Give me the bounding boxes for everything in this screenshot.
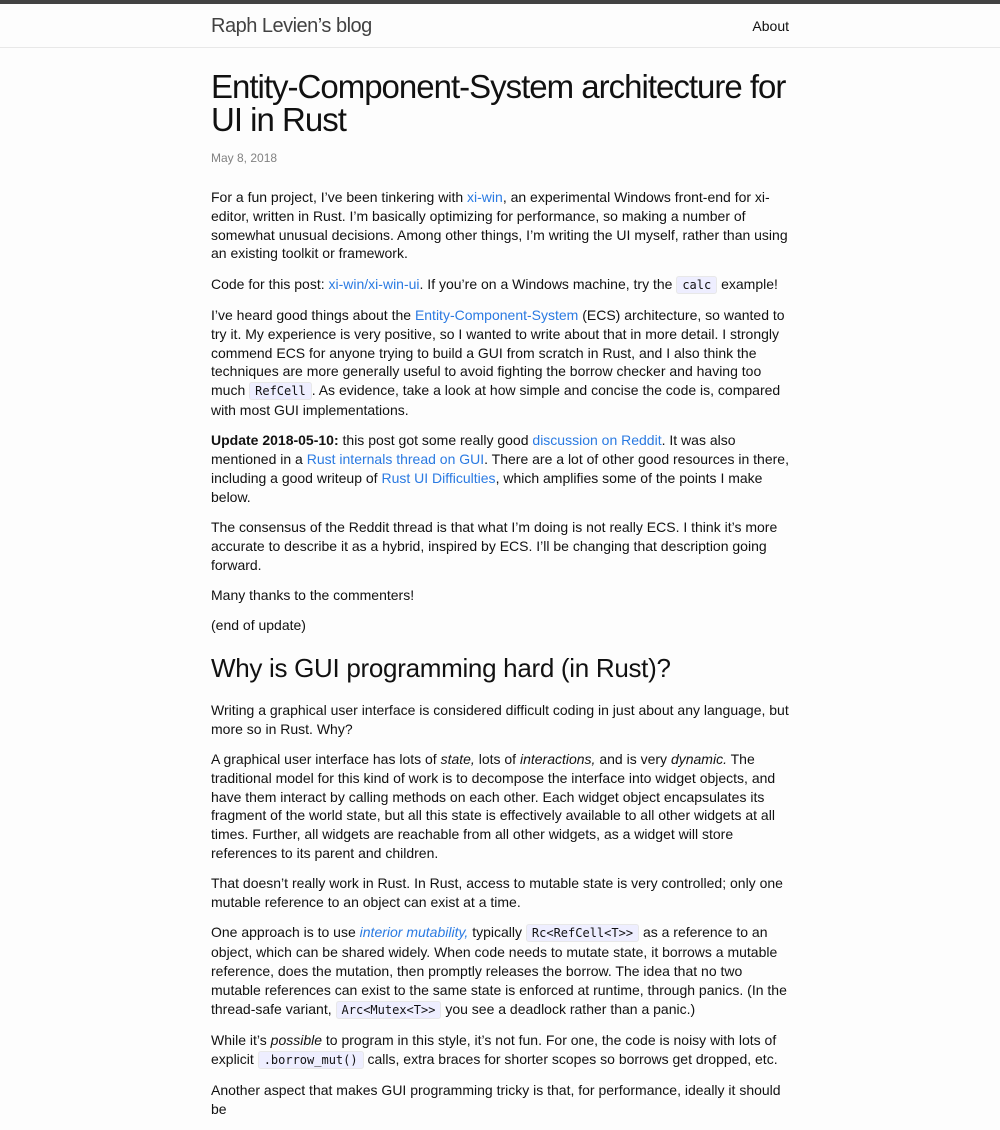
ecs-link[interactable]: Entity-Component-System — [414, 306, 579, 323]
paragraph-consensus: The consensus of the Reddit thread is that what I’m doing is not really ECS. I think it’s more accurate to describe it as a hybrid, inspired by ECS. I’ll be changing that description going forward. — [211, 518, 778, 573]
xi-win-link[interactable]: xi-win — [467, 189, 503, 205]
paragraph-rust-mutability: That doesn’t really work in Rust. In Rust, access to mutable state is very controlled; only one mutable reference to an object can exist at a time. — [211, 875, 783, 911]
site-header — [0, 4, 1000, 48]
paragraph-intro — [211, 188, 791, 263]
update-label: Update 2018-05-10: — [211, 432, 339, 449]
post-title: Entity-Component-System architecture for UI in Rust — [211, 68, 786, 138]
text: , an experimental Windows front-end for xi-editor, written in Rust. I’m basically optimizing for performance, so making a number of somewhat unusual decisions. Among other things, I’m writing the UI myself, rather than using an existing toolkit or framework. — [211, 189, 788, 262]
emphasis-dynamic: dynamic. — [670, 751, 727, 768]
text: calls, extra braces for shorter scopes so borrows get dropped, etc. — [363, 1050, 778, 1067]
code-refcell: RefCell — [249, 382, 312, 400]
paragraph-code-link — [211, 275, 791, 295]
text: you see a deadlock rather than a panic.) — [441, 1000, 696, 1017]
section-heading: Why is GUI programming hard (in Rust)? — [211, 652, 671, 683]
post-content — [211, 188, 791, 1119]
text: . It was also mentioned in a — [211, 432, 736, 468]
text: lots of — [474, 751, 520, 768]
paragraph-ecs — [211, 306, 791, 420]
paragraph-why: Writing a graphical user interface is considered difficult coding in just about any language, but more so in Rust. Why? — [211, 701, 789, 737]
text: I’ve heard good things about the — [211, 306, 415, 323]
emphasis-interactions: interactions, — [519, 751, 596, 768]
reddit-discussion-link[interactable]: discussion on Reddit — [532, 432, 662, 449]
rust-internals-link[interactable]: Rust internals thread on GUI — [306, 451, 485, 468]
text: . As evidence, take a look at how simple and concise the code is, compared with most GUI implementations. — [211, 382, 781, 418]
paragraph-interior-mutability — [211, 923, 791, 1019]
text: One approach is to use — [211, 924, 360, 941]
code-borrow-mut: .borrow_mut() — [258, 1051, 364, 1069]
emphasis-possible: possible — [270, 1031, 323, 1048]
paragraph-thanks: Many thanks to the commenters! — [211, 586, 415, 603]
code-rc-refcell: Rc<RefCell<T>> — [526, 924, 639, 942]
paragraph-update — [211, 431, 791, 506]
site-title-link[interactable]: Raph Levien’s blog — [211, 15, 372, 37]
text: A graphical user interface has lots of — [211, 751, 441, 768]
xi-win-ui-link[interactable]: xi-win/xi-win-ui — [328, 275, 420, 292]
text: and is very — [595, 751, 671, 768]
text: typically — [468, 924, 526, 941]
paragraph-possible — [211, 1031, 791, 1070]
interior-mutability-link[interactable]: interior mutability, — [359, 924, 469, 941]
text: to program in this style, it’s not fun. For one, the code is noisy with lots of explicit — [211, 1031, 777, 1067]
post-wrapper — [211, 48, 791, 1130]
text: While it’s — [211, 1031, 271, 1048]
text: Code for this post: — [211, 275, 329, 292]
text: (ECS) architecture, so wanted to try it. My experience is very positive, so I wanted to write about that in more detail. I strongly commend ECS for anyone trying to build a GUI from scratch in Rust, and I also think the techniques are more generally useful to avoid fighting the borrow checker and having too much — [211, 306, 785, 399]
text: The traditional model for this kind of work is to decompose the interface into widget objects, and have them interact by calling methods on each other. Each widget object encapsulates its fragment of the world state, but all this state is effectively available to all other widgets at all times. Further, all widgets are reachable from all other widgets, as a widget will store references to its parent and children. — [211, 751, 776, 862]
text: , which amplifies some of the points I make below. — [211, 469, 763, 505]
text: example! — [717, 275, 778, 292]
paragraph-end-update: (end of update) — [211, 617, 306, 634]
post-date: May 8, 2018 — [211, 151, 278, 165]
text: . If you’re on a Windows machine, try the — [419, 275, 677, 292]
code-calc: calc — [676, 276, 717, 294]
rust-ui-difficulties-link[interactable]: Rust UI Difficulties — [381, 469, 496, 486]
nav-about-link[interactable]: About — [752, 18, 789, 34]
text: For a fun project, I’ve been tinkering with — [211, 189, 468, 205]
emphasis-state: state, — [440, 751, 475, 768]
paragraph-performance: Another aspect that makes GUI programming tricky is that, for performance, ideally it should be — [211, 1081, 781, 1117]
text: this post got some really good — [338, 432, 533, 449]
paragraph-gui-state — [211, 750, 791, 863]
code-arc-mutex: Arc<Mutex<T>> — [336, 1001, 442, 1019]
text: as a reference to an object, which can be shared widely. When code needs to mutate state, it borrows a mutable reference, does the mutation, then promptly releases the borrow. The idea that no two mutable references can exist to the same state is enforced at runtime, through panics. (In the thread-safe variant, — [211, 924, 787, 1017]
text: . There are a lot of other good resources in there, including a good writeup of — [211, 451, 789, 486]
